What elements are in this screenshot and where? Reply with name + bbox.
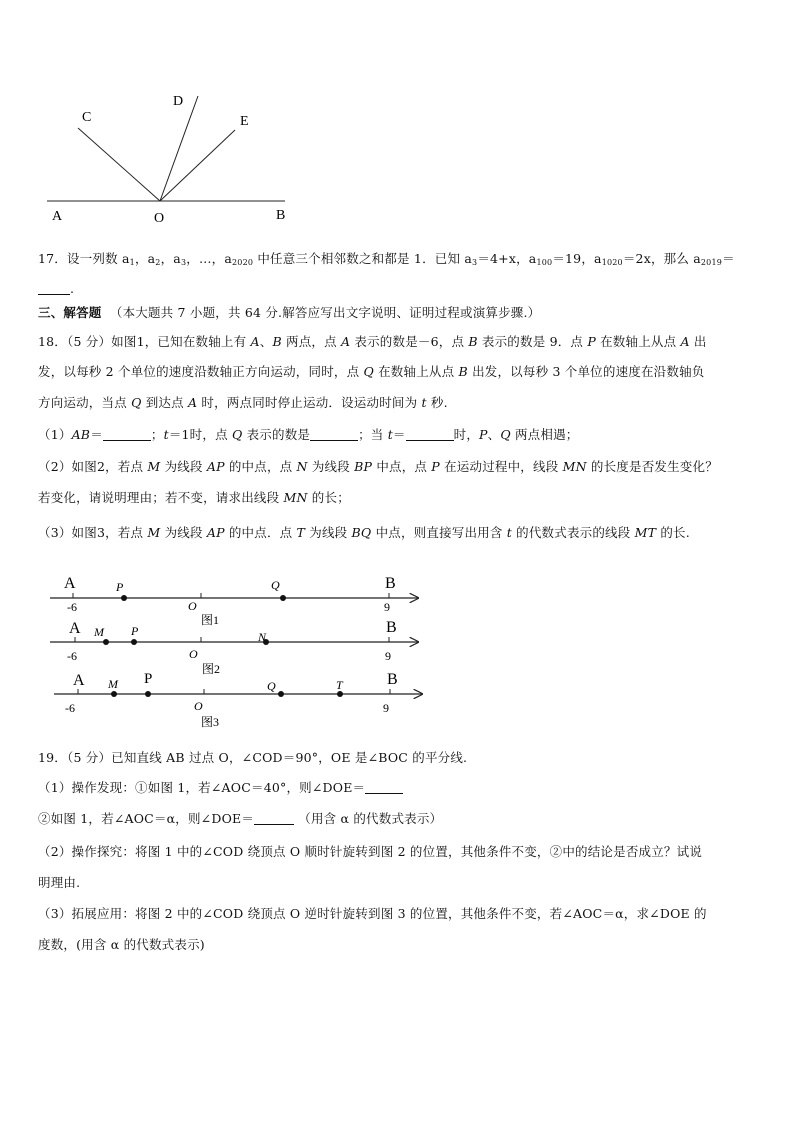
q18-ab-blank[interactable] — [103, 426, 151, 441]
label-t-3: T — [336, 678, 343, 692]
caption-2: 图2 — [202, 662, 221, 676]
q19-line3: ②如图 1，若∠AOC＝α，则∠DOE＝ （用含 α 的代数式表示） — [38, 811, 443, 826]
point-q-1 — [280, 595, 286, 601]
q19-blank-1[interactable] — [365, 779, 403, 794]
label-9-1: 9 — [384, 600, 390, 614]
point-m-2 — [103, 639, 109, 645]
label-o-3: O — [194, 699, 203, 713]
ray-od — [160, 96, 198, 201]
label-n-2: N — [258, 630, 267, 644]
ray-oe — [160, 130, 235, 201]
point-m-3 — [111, 691, 117, 697]
q19-blank-2[interactable] — [254, 810, 294, 825]
label-p-1: P — [116, 580, 124, 594]
q18-part3: （3）如图3，若点 M 为线段 AP 的中点．点 T 为线段 BQ 中点，则直接写出用含 t 的代数式表示的线段 MT 的长. — [38, 525, 690, 540]
label-o: O — [154, 211, 165, 226]
label-o-1: O — [188, 599, 197, 613]
q19-line1: 19．（5 分）已知直线 AB 过点 O，∠COD＝90°，OE 是∠BOC 的平分线. — [38, 750, 468, 765]
q18-part2-line1: （2）如图2，若点 M 为线段 AP 的中点，点 N 为线段 BP 中点，点 P 在运动过程中，线段 MN 的长度是否发生变化？ — [38, 459, 718, 474]
label-b-2: B — [386, 619, 397, 636]
q19-line2: （1）操作发现：①如图 1，若∠AOC＝40°，则∠DOE＝ — [38, 778, 758, 798]
label-b-3: B — [387, 671, 398, 688]
q19-line5: 明理由. — [38, 875, 81, 890]
figure-2 — [50, 619, 418, 676]
q18-line2: 发，以每秒 2 个单位的速度沿数轴正方向运动，同时，点 Q 在数轴上从点 B 出发，以每秒 3 个单位的速度在沿数轴负 — [38, 364, 705, 379]
q19-line6: （3）拓展应用：将图 2 中的∠COD 绕顶点 O 逆时针旋转到图 3 的位置，其他条件不变，若∠AOC＝α，求∠DOE 的 — [38, 906, 707, 921]
q18-part2-line2: 若变化，请说明理由；若不变，请求出线段 MN 的长； — [38, 490, 350, 505]
label-m-3: M — [108, 677, 118, 691]
label-a: A — [52, 209, 63, 224]
q18-q-value-blank[interactable] — [310, 426, 358, 441]
label-9-2: 9 — [385, 649, 391, 663]
number-line-figures — [40, 565, 430, 735]
caption-3: 图3 — [201, 715, 220, 729]
q17-answer-blank[interactable] — [38, 280, 70, 295]
angle-figure — [40, 88, 310, 228]
q17-line2: . — [38, 279, 758, 299]
q18-part1: （1）AB＝ ；t＝1时，点 Q 表示的数是 ；当 t＝ 时，P、Q 两点相遇； — [38, 427, 579, 442]
point-q-3 — [278, 691, 284, 697]
label-a-1: A — [64, 575, 76, 592]
q18-meet-time-blank[interactable] — [406, 426, 454, 441]
label-q-1: Q — [271, 578, 280, 592]
label-d: D — [173, 94, 184, 109]
label-e: E — [240, 114, 249, 129]
q19-line7: 度数，(用含 α 的代数式表示) — [38, 937, 205, 952]
label-b: B — [276, 208, 286, 223]
label-neg6-2: -6 — [67, 649, 77, 663]
q18-line1: 18．（5 分）如图1，已知在数轴上有 A、B 两点，点 A 表示的数是－6，点 B 表示的数是 9．点 P 在数轴上从点 A 出 — [38, 334, 707, 349]
label-o-2: O — [189, 647, 198, 661]
label-q-3: Q — [267, 679, 276, 693]
label-b-1: B — [385, 575, 396, 592]
label-a-2: A — [69, 620, 81, 637]
ray-oc — [78, 128, 160, 201]
point-p-3 — [145, 691, 151, 697]
label-p-2: P — [131, 624, 139, 638]
figure-3 — [54, 671, 422, 729]
point-p-1 — [121, 595, 127, 601]
label-c: C — [82, 110, 92, 125]
section-3-heading: 三、解答题 （本大题共 7 小题，共 64 分.解答应写出文字说明、证明过程或演算步骤.） — [38, 305, 541, 320]
q19-line4: （2）操作探究：将图 1 中的∠COD 绕顶点 O 顺时针旋转到图 2 的位置，其他条件不变，②中的结论是否成立？试说 — [38, 844, 703, 859]
q17-line1: 17．设一列数 $a_1$，$a_2$，$a_3$，…，$a_{2020}$ 中任意三个相邻数之和都是 1．已知 $a_3=4+x$，$a_{100}=19$，$a_{1020}=2x$，那么 $a_{2019}=$ — [38, 251, 735, 267]
q18-line3: 方向运动，当点 Q 到达点 A 时，两点同时停止运动．设运动时间为 t 秒. — [38, 395, 448, 410]
label-neg6-3: -6 — [65, 701, 75, 715]
label-p-3: P — [144, 671, 153, 687]
label-9-3: 9 — [383, 701, 389, 715]
label-a-3: A — [73, 672, 85, 689]
point-p-2 — [131, 639, 137, 645]
caption-1: 图1 — [201, 613, 220, 627]
label-m-2: M — [94, 625, 104, 639]
label-neg6-1: -6 — [67, 600, 77, 614]
figure-1 — [50, 575, 418, 627]
